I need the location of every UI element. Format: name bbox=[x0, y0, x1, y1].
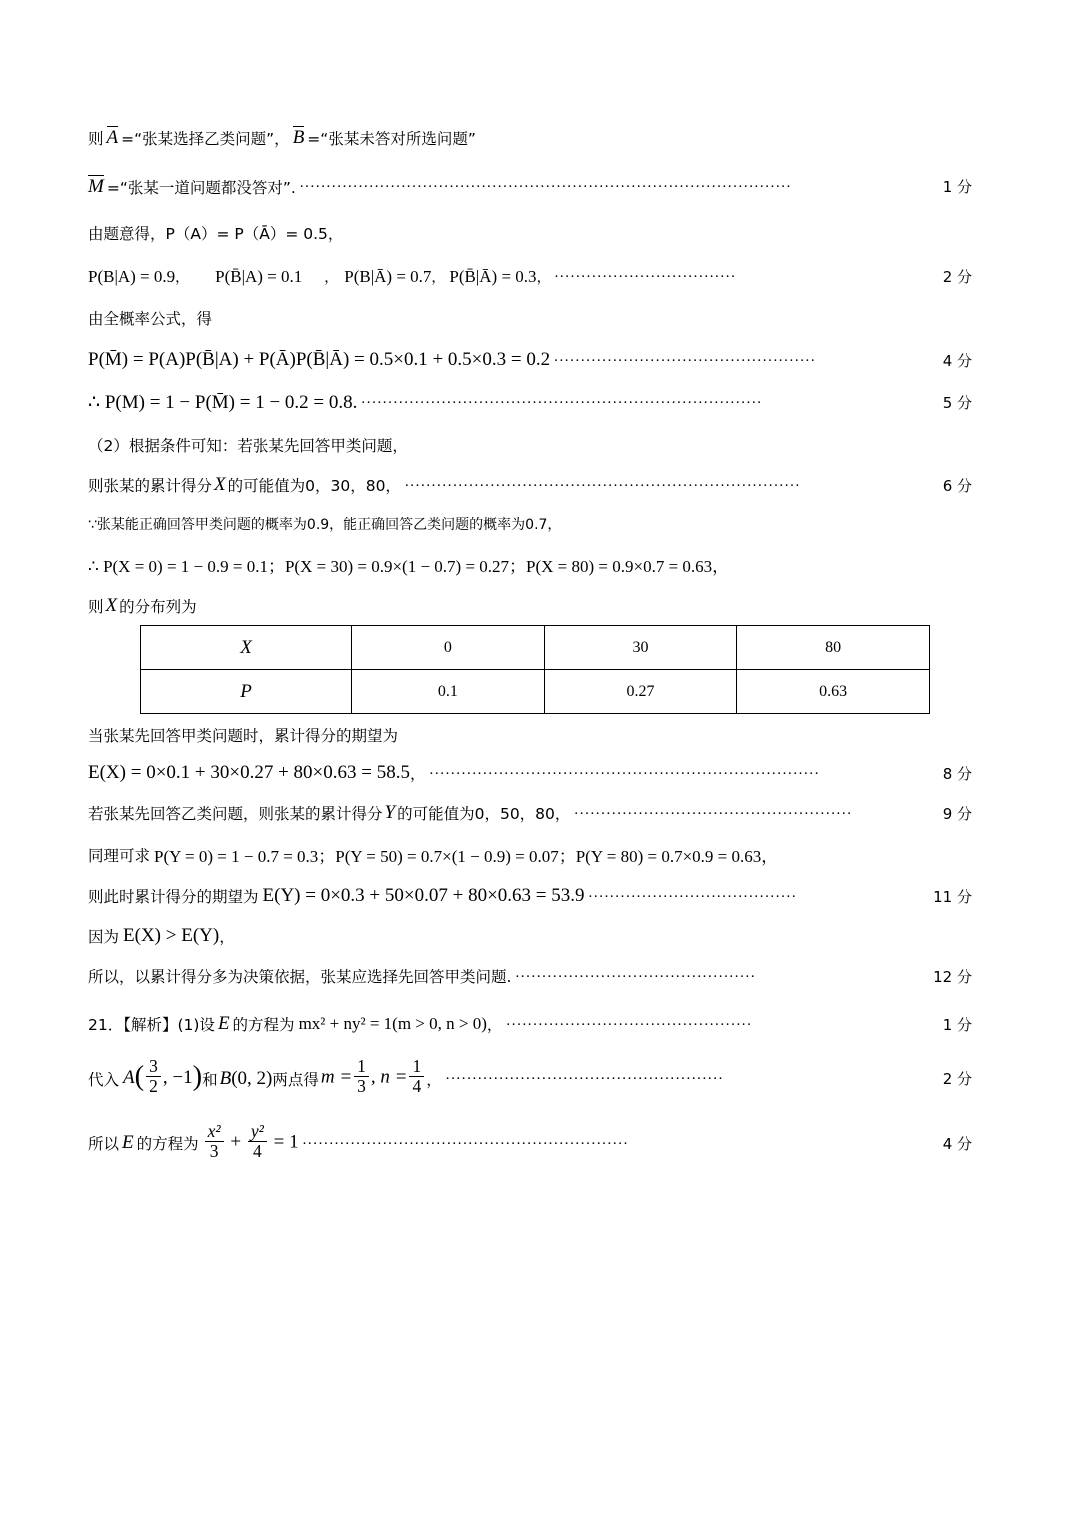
line-1 bbox=[88, 126, 972, 149]
score-21-1: 1 分 bbox=[942, 1015, 972, 1034]
solution-m-n: m = $\frac{1}{3}$ , n = $\frac{1}{4}$ bbox=[321, 1059, 426, 1098]
line-10 bbox=[88, 514, 972, 534]
score-9: 9 分 bbox=[942, 804, 972, 823]
table-header-p: P bbox=[141, 670, 352, 714]
line-2 bbox=[88, 175, 972, 198]
score-21-4: 4 分 bbox=[942, 1134, 972, 1153]
formula-ellipse-equation: $\frac{\text{x²}}{3}$ + $\frac{\text{y²}}{4}$ = 1 bbox=[203, 1124, 299, 1163]
formula-total-probability: P(M̄) = P(A)P(B̄|A) + P(Ā)P(B̄|Ā) = 0.5×0.1 + 0.5×0.3 = 0.2 bbox=[88, 349, 551, 370]
line-20 bbox=[88, 1013, 972, 1035]
line-7 bbox=[88, 391, 972, 414]
leader-dots-12: ............................................................. bbox=[302, 1131, 629, 1148]
document-body bbox=[88, 126, 972, 1163]
formula-y-distribution: P(Y = 0) = 1 − 0.7 = 0.3；P(Y = 50) = 0.7×(1 − 0.9) = 0.07；P(Y = 80) = 0.7×0.9 = 0.63， bbox=[154, 847, 779, 866]
conclusion-text: 所以，以累计得分多为决策依据，张某应选择先回答甲类问题. bbox=[88, 968, 512, 986]
table-cell-p-30: 0.27 bbox=[544, 670, 737, 714]
line-12-text-b: 的分布列为 bbox=[119, 598, 197, 616]
line-10-text: ∵张某能正确回答甲类问题的概率为0.9，能正确回答乙类问题的概率为0.7， bbox=[88, 517, 562, 533]
line-1-prefix: 则 bbox=[88, 129, 104, 148]
table-cell-p-80: 0.63 bbox=[737, 670, 930, 714]
table-cell-x-0: 0 bbox=[352, 626, 545, 670]
score-4: 4 分 bbox=[942, 351, 972, 370]
leader-dots-3: ................................................. bbox=[554, 348, 817, 365]
leader-dots-2: .................................. bbox=[554, 265, 737, 281]
m-bar-symbol: M bbox=[88, 176, 104, 197]
variable-x: X bbox=[214, 474, 226, 495]
line-14 bbox=[88, 762, 972, 784]
leader-dots-6: ......................................................................... bbox=[429, 761, 821, 778]
sep-1: ， bbox=[175, 269, 190, 286]
line-21 bbox=[88, 1056, 972, 1098]
variable-e-2: E bbox=[122, 1132, 134, 1154]
line-18-comma: ， bbox=[219, 928, 235, 946]
line-22 bbox=[88, 1120, 972, 1163]
line-4 bbox=[88, 266, 972, 287]
line-20-text: 的方程为 bbox=[232, 1016, 295, 1034]
line-21-text-b: 和 bbox=[202, 1070, 218, 1089]
table-row-p bbox=[141, 670, 930, 714]
leader-dots-10: .............................................. bbox=[506, 1012, 753, 1029]
line-15-text-b: 的可能值为0，50，80， bbox=[397, 805, 571, 823]
line-17 bbox=[88, 885, 972, 907]
leader-dots-11: .................................................... bbox=[445, 1067, 724, 1083]
line-16-text: 同理可求 bbox=[88, 846, 151, 865]
line-16 bbox=[88, 842, 972, 867]
b-bar-symbol: B bbox=[292, 127, 305, 148]
formula-p-b-given-a: P(B|A) = 0.9 bbox=[88, 266, 176, 286]
leader-dots-9: ............................................. bbox=[515, 964, 757, 981]
distribution-table bbox=[140, 625, 930, 714]
sep-2: ， bbox=[324, 269, 339, 286]
line-9 bbox=[88, 474, 972, 496]
score-8: 8 分 bbox=[942, 764, 972, 783]
problem-21-label: 21．【解析】(1)设 bbox=[88, 1016, 215, 1034]
variable-e: E bbox=[217, 1013, 230, 1034]
formula-p-b-given-abar: P(B|Ā) = 0.7 bbox=[344, 266, 432, 286]
variable-x-2: X bbox=[105, 595, 118, 616]
table-row-x bbox=[141, 626, 930, 670]
line-15-text-a: 若张某先回答乙类问题，则张某的累计得分 bbox=[88, 805, 383, 823]
leader-dots-7: .................................................... bbox=[574, 801, 853, 818]
line-3-text: 由题意得，P（A）= P（Ā）= 0.5， bbox=[88, 225, 344, 243]
line-2-text: =“张某一道问题都没答对”. bbox=[106, 178, 296, 197]
line-15 bbox=[88, 802, 972, 824]
score-1: 1 分 bbox=[942, 178, 972, 196]
formula-p-bbar-given-abar: P(B̄|Ā) = 0.3 bbox=[449, 266, 537, 286]
line-20-comma: ， bbox=[486, 1016, 503, 1034]
table-cell-p-0: 0.1 bbox=[352, 670, 545, 714]
formula-conic-general: mx² + ny² = 1(m > 0, n > 0) bbox=[298, 1014, 487, 1033]
line-18 bbox=[88, 925, 972, 947]
line-14-comma: ， bbox=[410, 765, 426, 783]
line-7-period: . bbox=[352, 391, 358, 413]
leader-dots-5: .......................................................................... bbox=[404, 473, 801, 490]
point-b: B(0, 2) bbox=[219, 1067, 273, 1089]
formula-x-distribution: ∴ P(X = 0) = 1 − 0.9 = 0.1；P(X = 30) = 0.9×(1 − 0.7) = 0.27；P(X = 80) = 0.9×0.7 = 0.63， bbox=[88, 557, 730, 576]
score-11: 11 分 bbox=[933, 887, 972, 906]
line-22-text-a: 所以 bbox=[88, 1135, 120, 1154]
line-5-text: 由全概率公式，得 bbox=[88, 310, 213, 328]
score-21-2: 2 分 bbox=[942, 1070, 972, 1088]
line-1-text2: =“张某未答对所选问题” bbox=[307, 129, 476, 148]
a-bar-symbol: A bbox=[106, 127, 119, 148]
line-12-text-a: 则 bbox=[88, 598, 104, 616]
line-17-text: 则此时累计得分的期望为 bbox=[88, 888, 259, 906]
line-6 bbox=[88, 349, 972, 371]
line-9-text-b: 的可能值为0，30，80， bbox=[227, 477, 401, 495]
line-1-text1: =“张某选择乙类问题”， bbox=[121, 129, 290, 148]
formula-expectation-x: E(X) = 0×0.1 + 30×0.27 + 80×0.63 = 58.5 bbox=[88, 762, 410, 783]
line-12 bbox=[88, 595, 972, 617]
line-19 bbox=[88, 965, 972, 987]
line-22-text-b: 的方程为 bbox=[136, 1135, 199, 1154]
table-cell-x-80: 80 bbox=[737, 626, 930, 670]
variable-y: Y bbox=[384, 802, 396, 823]
score-2: 2 分 bbox=[942, 268, 972, 286]
score-6: 6 分 bbox=[942, 476, 972, 495]
line-11 bbox=[88, 552, 972, 577]
point-a: A( $\frac{3}{2}$ , −1) bbox=[123, 1056, 203, 1097]
part-2-intro: （2）根据条件可知：若张某先回答甲类问题， bbox=[88, 437, 408, 455]
score-12: 12 分 bbox=[933, 967, 972, 986]
line-21-text-a: 代入 bbox=[88, 1070, 120, 1089]
line-21-comma: ， bbox=[426, 1070, 442, 1089]
formula-expectation-y: E(Y) = 0×0.3 + 50×0.07 + 80×0.63 = 53.9 bbox=[262, 885, 585, 906]
line-8 bbox=[88, 434, 972, 456]
line-21-text-c: 两点得 bbox=[272, 1070, 319, 1089]
formula-p-bbar-given-a: P(B̄|A) = 0.1 bbox=[215, 266, 303, 286]
line-13 bbox=[88, 724, 972, 746]
line-18-text: 因为 bbox=[88, 928, 120, 946]
score-5: 5 分 bbox=[942, 394, 972, 412]
line-9-text-a: 则张某的累计得分 bbox=[88, 477, 213, 495]
table-cell-x-30: 30 bbox=[544, 626, 737, 670]
formula-p-m: ∴ P(M) = 1 − P(M̄) = 1 − 0.2 = 0.8 bbox=[88, 392, 353, 413]
formula-compare-expectations: E(X) > E(Y) bbox=[123, 925, 220, 946]
sep-3: ， bbox=[431, 269, 446, 286]
leader-dots-1: ............................................................................................ bbox=[299, 175, 793, 191]
leader-dots-8: ....................................... bbox=[588, 884, 798, 901]
line-3 bbox=[88, 222, 972, 244]
line-13-text: 当张某先回答甲类问题时，累计得分的期望为 bbox=[88, 727, 399, 745]
line-5 bbox=[88, 307, 972, 329]
leader-dots-4: ........................................................................... bbox=[361, 391, 763, 407]
table-header-x: X bbox=[141, 626, 352, 670]
sep-4: ， bbox=[536, 269, 551, 286]
